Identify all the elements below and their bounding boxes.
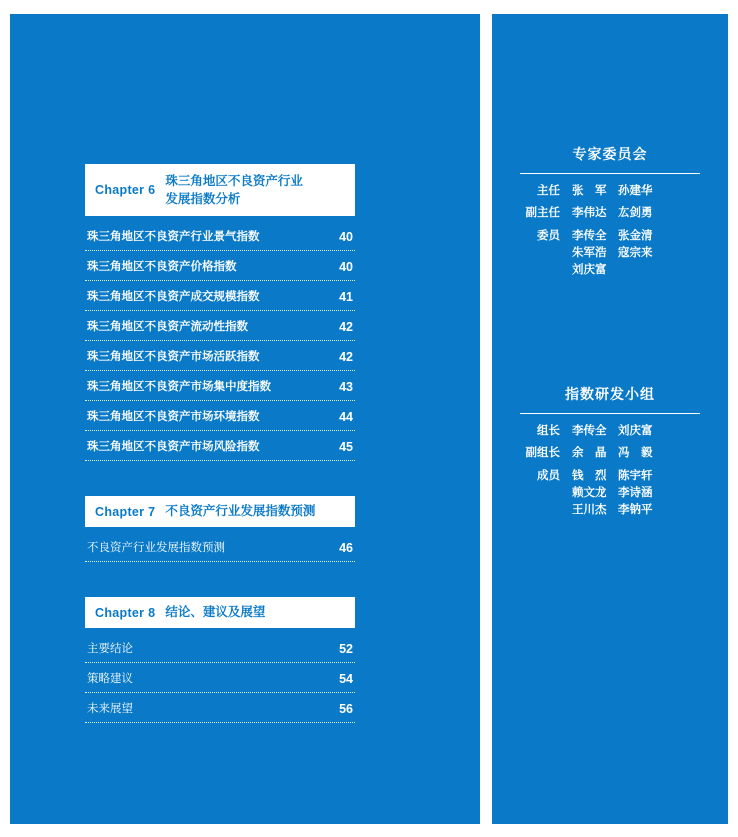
toc-entry[interactable] bbox=[85, 642, 355, 663]
member-name-line: 余 晶 冯 毅 bbox=[572, 447, 653, 460]
member-row bbox=[520, 228, 700, 280]
chapter-number-8: Chapter 8 bbox=[95, 605, 156, 620]
section-spacer bbox=[85, 470, 355, 496]
member-row bbox=[520, 205, 700, 222]
toc-entry[interactable] bbox=[85, 380, 355, 401]
member-role: 副主任 bbox=[525, 207, 560, 220]
member-names bbox=[572, 228, 700, 280]
toc-entry[interactable] bbox=[85, 350, 355, 371]
left-page-panel bbox=[10, 14, 480, 824]
section-spacer bbox=[85, 571, 355, 597]
toc-entry[interactable] bbox=[85, 290, 355, 311]
toc-entry-label: 珠三角地区不良资产行业景气指数 bbox=[87, 231, 260, 244]
toc-entry-label: 珠三角地区不良资产市场活跃指数 bbox=[87, 351, 260, 364]
toc-entry-page: 44 bbox=[339, 410, 353, 425]
table-of-contents bbox=[85, 164, 355, 732]
toc-entry-page: 40 bbox=[339, 230, 353, 245]
member-name-line: 刘庆富 bbox=[572, 264, 607, 276]
toc-entry[interactable] bbox=[85, 440, 355, 461]
member-role: 组长 bbox=[537, 425, 560, 437]
member-name-line: 李传全 张金清 bbox=[572, 229, 653, 242]
member-role: 委员 bbox=[537, 229, 560, 242]
page-divider bbox=[489, 14, 490, 824]
toc-entry-label: 不良资产行业发展指数预测 bbox=[87, 542, 225, 555]
toc-entry-label: 未来展望 bbox=[87, 703, 133, 716]
member-name-line: 李伟达 厷剑勇 bbox=[572, 207, 653, 220]
chapter-title-8: 结论、建议及展望 bbox=[165, 605, 266, 620]
member-name-line: 张 军 孙建华 bbox=[572, 185, 653, 197]
toc-entry-page: 52 bbox=[339, 642, 353, 657]
member-row bbox=[520, 423, 700, 440]
toc-entry[interactable] bbox=[85, 702, 355, 723]
toc-entry[interactable] bbox=[85, 410, 355, 431]
toc-entry-label: 珠三角地区不良资产流动性指数 bbox=[87, 321, 248, 334]
member-name-line: 李传全 刘庆富 bbox=[572, 425, 653, 437]
member-role: 成员 bbox=[537, 469, 560, 482]
toc-entry[interactable] bbox=[85, 672, 355, 693]
right-page-panel bbox=[492, 14, 728, 824]
toc-entry-label: 珠三角地区不良资产市场集中度指数 bbox=[87, 381, 271, 394]
expert-committee-panel bbox=[520, 144, 700, 284]
toc-entry-label: 珠三角地区不良资产市场风险指数 bbox=[87, 441, 260, 454]
toc-entry-page: 56 bbox=[339, 702, 353, 717]
toc-entry-label: 策略建议 bbox=[87, 673, 133, 686]
member-names bbox=[572, 423, 700, 440]
member-names bbox=[572, 445, 700, 462]
toc-entry-label: 珠三角地区不良资产成交规模指数 bbox=[87, 291, 260, 304]
member-names bbox=[572, 468, 700, 520]
member-row bbox=[520, 183, 700, 200]
toc-entry[interactable] bbox=[85, 541, 355, 562]
member-names bbox=[572, 205, 700, 222]
chapter-header-6 bbox=[85, 164, 355, 216]
chapter-title-7: 不良资产行业发展指数预测 bbox=[165, 504, 316, 519]
chapter-header-8 bbox=[85, 597, 355, 628]
index-rd-group-title: 指数研发小组 bbox=[520, 384, 700, 414]
member-row bbox=[520, 468, 700, 520]
toc-entry-label: 珠三角地区不良资产价格指数 bbox=[87, 261, 237, 274]
expert-committee-title: 专家委员会 bbox=[520, 144, 700, 174]
toc-entry-page: 41 bbox=[339, 290, 353, 305]
toc-entry[interactable] bbox=[85, 320, 355, 341]
chapter-header-7 bbox=[85, 496, 355, 527]
toc-entry-label: 主要结论 bbox=[87, 643, 133, 656]
member-name-line: 钱 烈 陈宇轩 bbox=[572, 469, 653, 482]
chapter-title-6 bbox=[165, 172, 303, 208]
toc-entry-label: 珠三角地区不良资产市场环境指数 bbox=[87, 411, 260, 424]
toc-entry-page: 45 bbox=[339, 440, 353, 455]
toc-entry[interactable] bbox=[85, 260, 355, 281]
toc-entry[interactable] bbox=[85, 230, 355, 251]
toc-entry-page: 42 bbox=[339, 320, 353, 335]
chapter-number-7: Chapter 7 bbox=[95, 504, 156, 519]
member-name-line: 朱军浩 寇宗来 bbox=[572, 246, 653, 259]
chapter-title-6-line1: 珠三角地区不良资产行业 bbox=[165, 174, 303, 188]
member-row bbox=[520, 445, 700, 462]
toc-entry-page: 54 bbox=[339, 672, 353, 687]
chapter-title-6-line2: 发展指数分析 bbox=[165, 192, 241, 207]
member-name-line: 赖文龙 李诗涵 bbox=[572, 486, 653, 499]
index-rd-group-panel bbox=[520, 384, 700, 524]
toc-entry-page: 40 bbox=[339, 260, 353, 275]
member-role: 副组长 bbox=[525, 447, 560, 460]
member-names bbox=[572, 183, 700, 200]
chapter-number-6: Chapter 6 bbox=[95, 183, 156, 198]
toc-entry-page: 42 bbox=[339, 350, 353, 365]
member-name-line: 王川杰 李钠平 bbox=[572, 504, 653, 516]
toc-entry-page: 46 bbox=[339, 541, 353, 556]
member-role: 主任 bbox=[537, 185, 560, 197]
toc-entry-page: 43 bbox=[339, 380, 353, 395]
